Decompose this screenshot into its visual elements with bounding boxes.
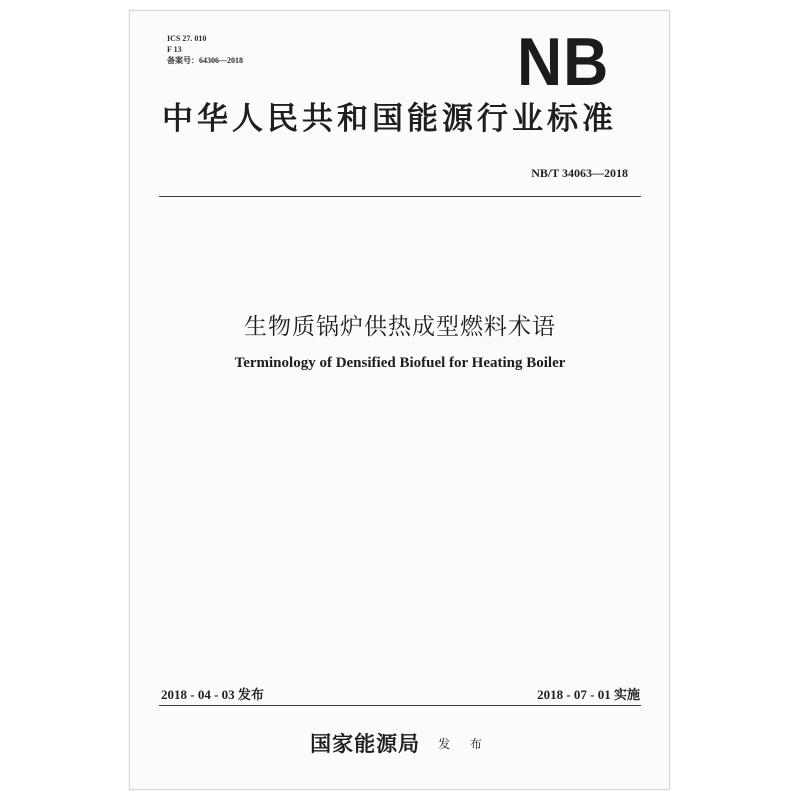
issue-date: 2018 - 04 - 03 发布 — [161, 687, 264, 702]
publish-label: 发 布 — [438, 737, 490, 751]
bottom-divider — [159, 705, 641, 706]
title-chinese: 生物质锅炉供热成型燃料术语 — [244, 314, 556, 340]
implementation-date: 2018 - 07 - 01 实施 — [537, 687, 640, 702]
title-english: Terminology of Densified Biofuel for Heating Boiler — [234, 355, 566, 371]
ics-code: ICS 27. 010 — [167, 34, 207, 43]
top-divider — [159, 196, 641, 197]
standard-number: NB/T 34063—2018 — [531, 166, 628, 180]
classification-block — [167, 33, 243, 66]
record-number: 备案号：64306—2018 — [167, 56, 243, 65]
publisher-name: 国家能源局 — [310, 731, 421, 756]
standard-category-heading: 中华人民共和国能源行业标准 — [162, 101, 617, 137]
publisher-line — [0, 728, 800, 758]
class-code: F 13 — [167, 45, 182, 54]
nb-logo: NB — [517, 24, 610, 100]
